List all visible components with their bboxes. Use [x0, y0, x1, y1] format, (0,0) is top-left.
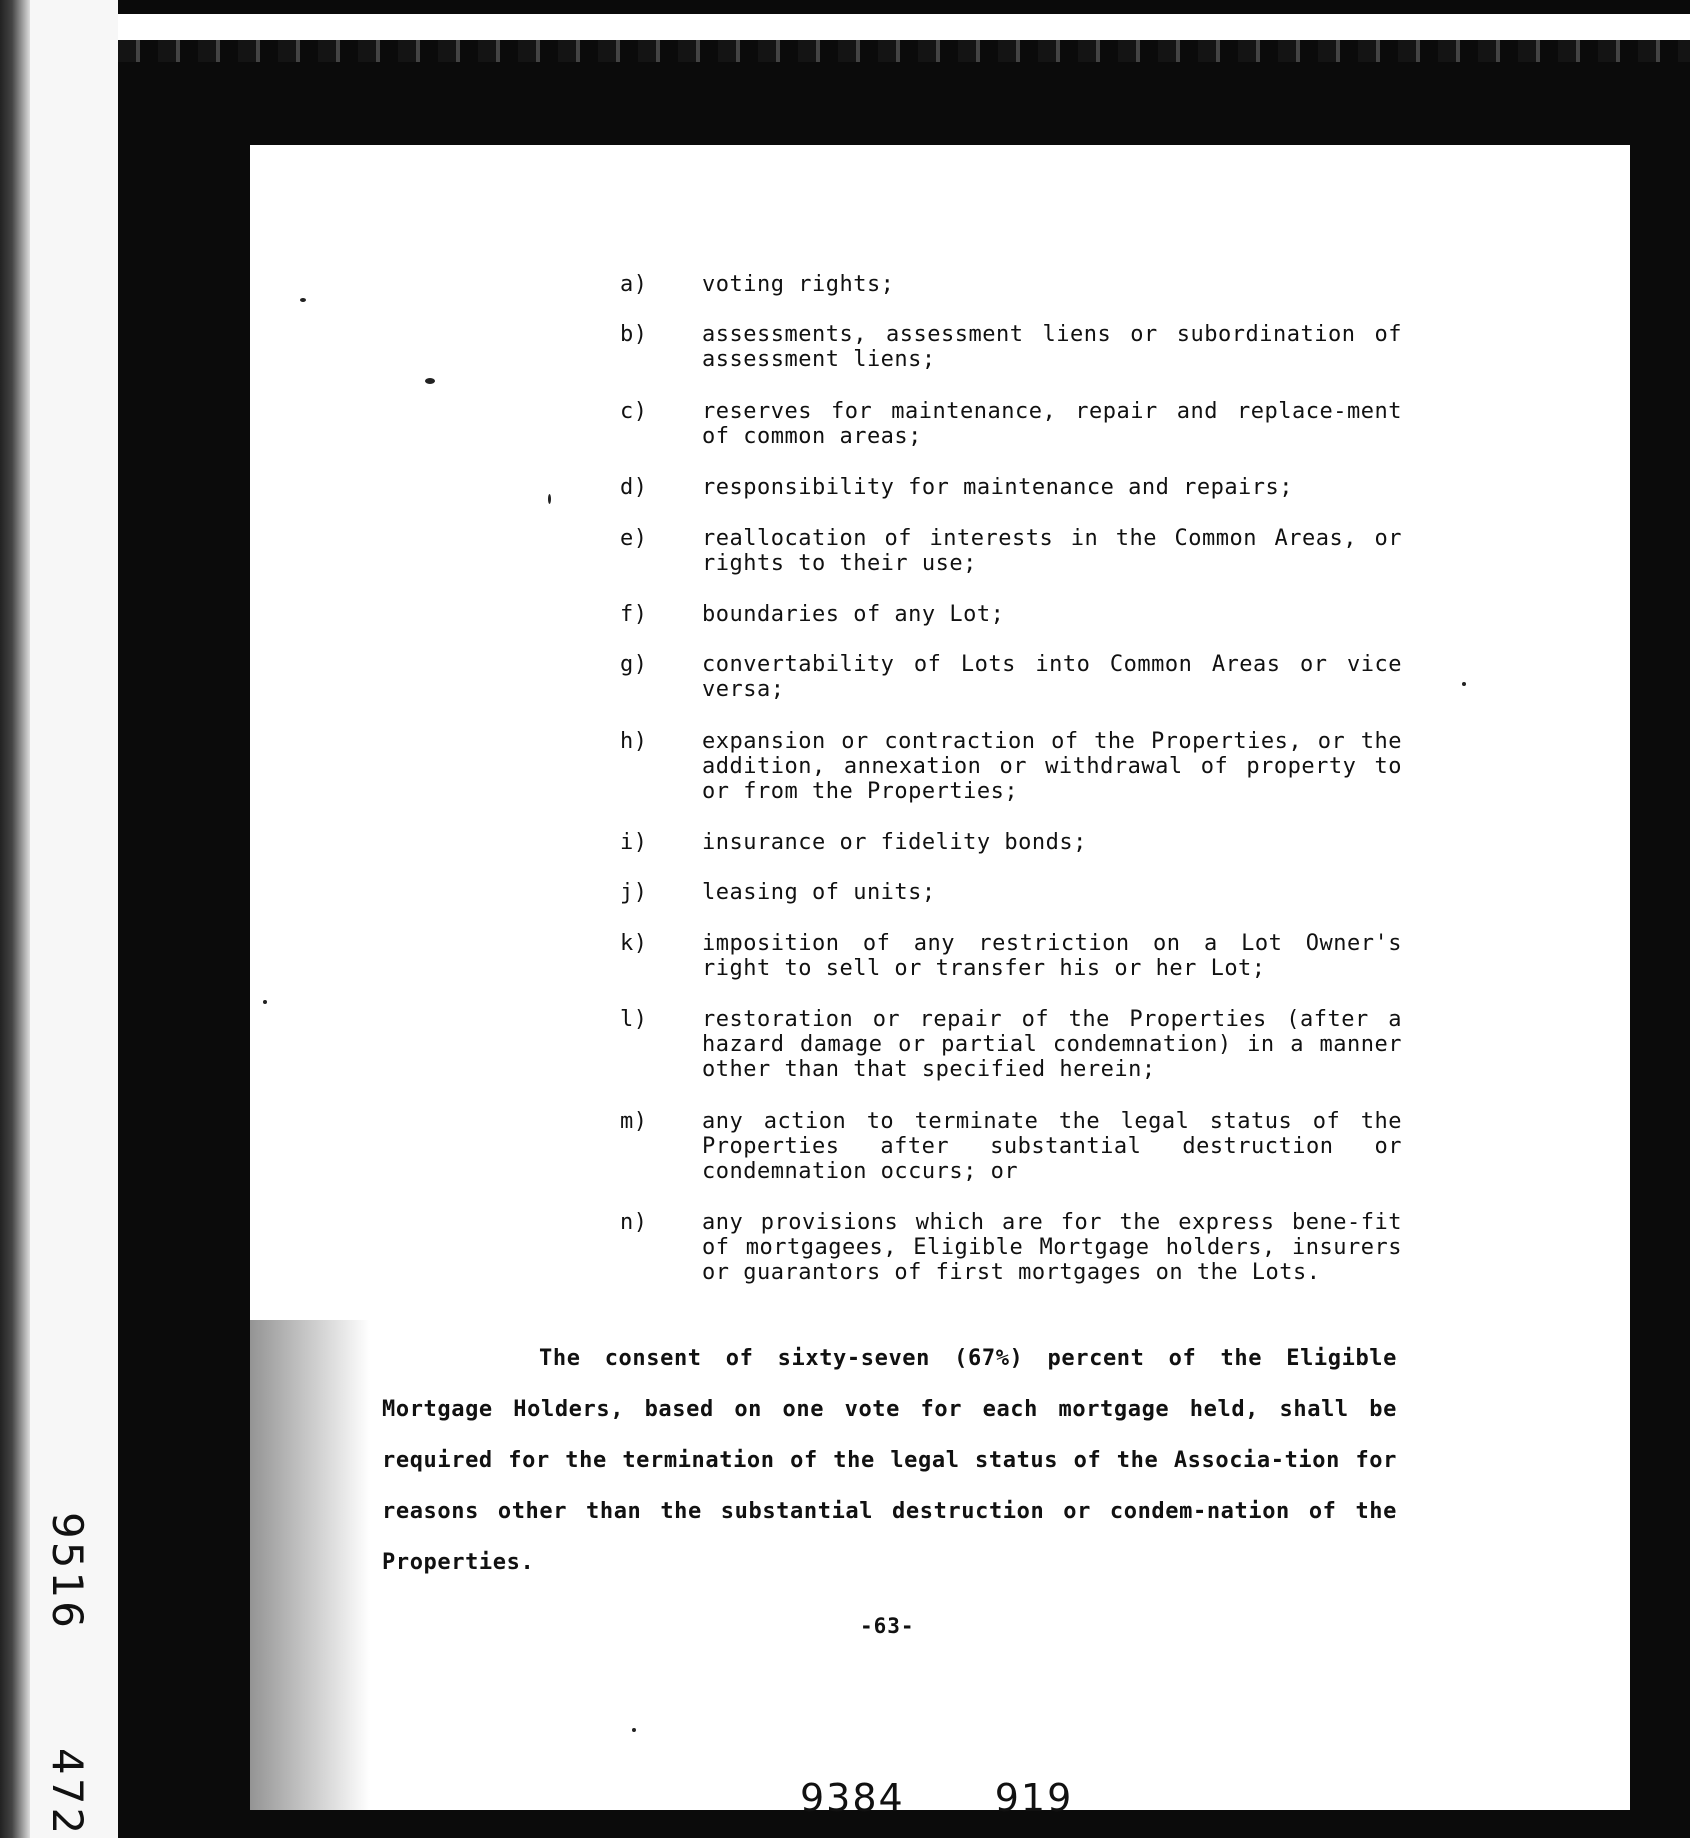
scan-speck — [632, 1728, 636, 1732]
film-edge-left — [0, 0, 30, 1838]
list-item-text: imposition of any restriction on a Lot Owner's right to sell or transfer his or her Lot; — [702, 931, 1402, 981]
scan-speck — [1462, 682, 1466, 686]
list-item-text: leasing of units; — [702, 880, 936, 905]
list-item-letter: f) — [620, 602, 648, 627]
list-item-letter: l) — [620, 1007, 648, 1032]
list-item-letter: c) — [620, 399, 648, 424]
scan-speck — [425, 378, 435, 384]
body-paragraph: The consent of sixty-seven (67%) percent of the Eligible Mortgage Holders, based on one vote for each mortgage held, shall be required for the termination of the legal status of the Associa-tion for reasons other than the substantial destruction or condem-nation of the Properties. — [382, 1346, 1397, 1575]
list-item-text: assessments, assessment liens or subordination of assessment liens; — [702, 322, 1402, 372]
scan-speck — [548, 494, 551, 504]
list-item-text: responsibility for maintenance and repairs; — [702, 475, 1294, 500]
stamp-right-number: 919 — [994, 1776, 1074, 1820]
list-item-text: boundaries of any Lot; — [702, 602, 1005, 627]
list-item-text: expansion or contraction of the Properties, or the addition, annexation or withdrawal of property to or from the Properties; — [702, 729, 1402, 804]
list-item-text: any provisions which are for the express bene-fit of mortgagees, Eligible Mortgage holders, insurers or guarantors of first mortgages on the Lots. — [702, 1210, 1402, 1285]
list-item-letter: b) — [620, 322, 648, 347]
list-item-text: convertability of Lots into Common Areas or vice versa; — [702, 652, 1402, 702]
list-item-letter: a) — [620, 272, 648, 297]
list-item-text: any action to terminate the legal status of the Properties after substantial destruction or condemnation occurs; or — [702, 1109, 1402, 1184]
film-edge-top — [0, 0, 1690, 14]
page-number: -63- — [860, 1614, 915, 1638]
list-item-text: reserves for maintenance, repair and replace-ment of common areas; — [702, 399, 1402, 449]
bottom-stamp — [800, 1776, 1073, 1820]
scan-shadow — [250, 1320, 370, 1810]
scan-speck — [300, 298, 306, 302]
list-item-text: insurance or fidelity bonds; — [702, 830, 1087, 855]
list-item-letter: d) — [620, 475, 648, 500]
list-item-letter: k) — [620, 931, 648, 956]
list-item-letter: i) — [620, 830, 648, 855]
list-item-text: restoration or repair of the Properties (after a hazard damage or partial condemnation) in a manner other than that specified herein; — [702, 1007, 1402, 1082]
side-number-2: 472 — [43, 1748, 92, 1838]
list-item-letter: g) — [620, 652, 648, 677]
list-item-letter: n) — [620, 1210, 648, 1235]
list-item-letter: h) — [620, 729, 648, 754]
scan-speck — [263, 1000, 267, 1004]
list-item-letter: m) — [620, 1109, 648, 1134]
list-item-letter: j) — [620, 880, 648, 905]
list-item-letter: e) — [620, 526, 648, 551]
stamp-left-number: 9384 — [800, 1776, 905, 1820]
list-item-text: reallocation of interests in the Common Areas, or rights to their use; — [702, 526, 1402, 576]
side-number-1: 9516 — [43, 1512, 92, 1631]
list-item-text: voting rights; — [702, 272, 895, 297]
